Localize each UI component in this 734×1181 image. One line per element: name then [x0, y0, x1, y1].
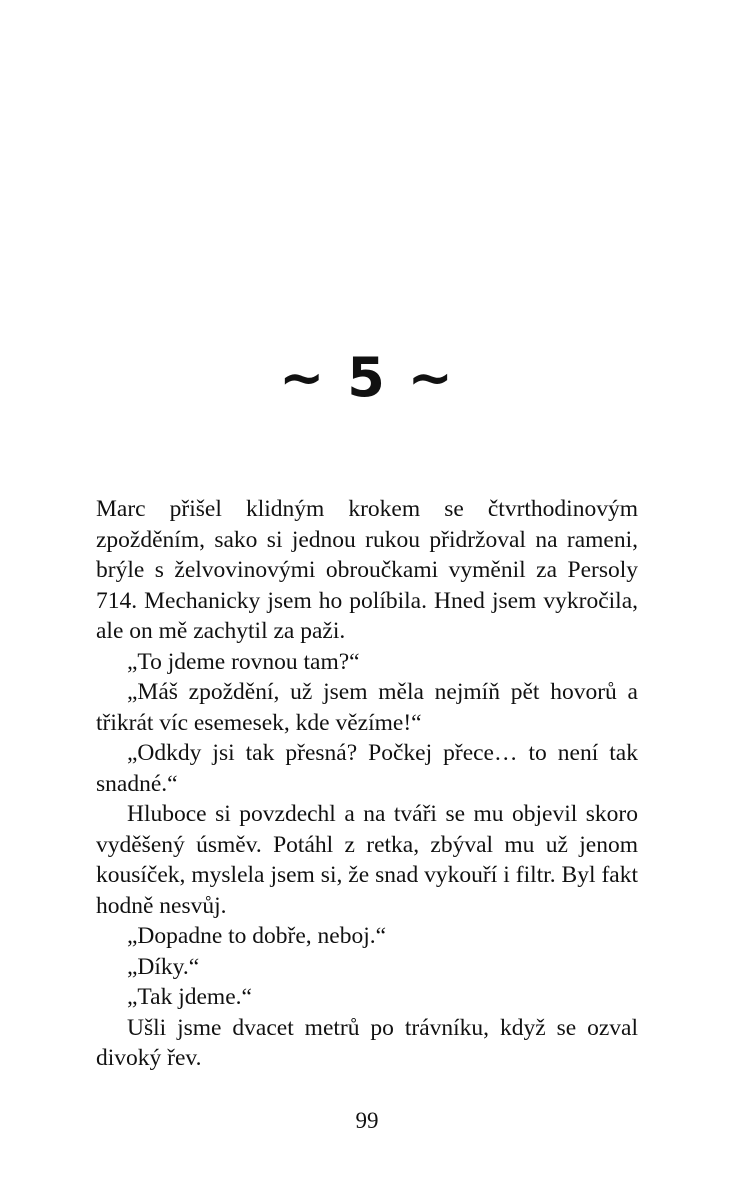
paragraph: „Odkdy jsi tak přesná? Počkej přece… to není tak snadné.“	[96, 740, 638, 797]
page-number: 99	[355, 1108, 379, 1133]
paragraph: „Dopadne to dobře, neboj.“	[127, 923, 387, 949]
paragraph: „To jdeme rovnou tam?“	[127, 648, 360, 675]
paragraph: „Máš zpoždění, už jsem měla nejmíň pět hovorů a třikrát víc esemesek, kde vězíme!“	[96, 679, 638, 736]
paragraph: „Díky.“	[127, 953, 200, 980]
paragraph: „Tak jdeme.“	[127, 984, 252, 1010]
paragraph: Hluboce si povzdechl a na tváři se mu objevil skoro vyděšený úsměv. Potáhl z retka, zbýval mu už jenom kousíček, myslela jsem si, že snad vykouří i filtr. Byl fakt hodně nesvůj.	[96, 801, 638, 919]
paragraph: Marc přišel klidným krokem se čtvrthodinovým zpožděním, sako si jednou rukou přidržoval na rameni, brýle s želvovinovými obroučkami vyměnil za Persoly 714. Mechanicky jsem ho políbila. Hned jsem vykročila, ale on mě zachytil za paži.	[96, 496, 638, 644]
body-text	[96, 494, 638, 1074]
chapter-heading: ~ 5 ~	[279, 346, 455, 409]
paragraph: Ušli jsme dvacet metrů po trávníku, když se ozval divoký řev.	[96, 1014, 638, 1071]
